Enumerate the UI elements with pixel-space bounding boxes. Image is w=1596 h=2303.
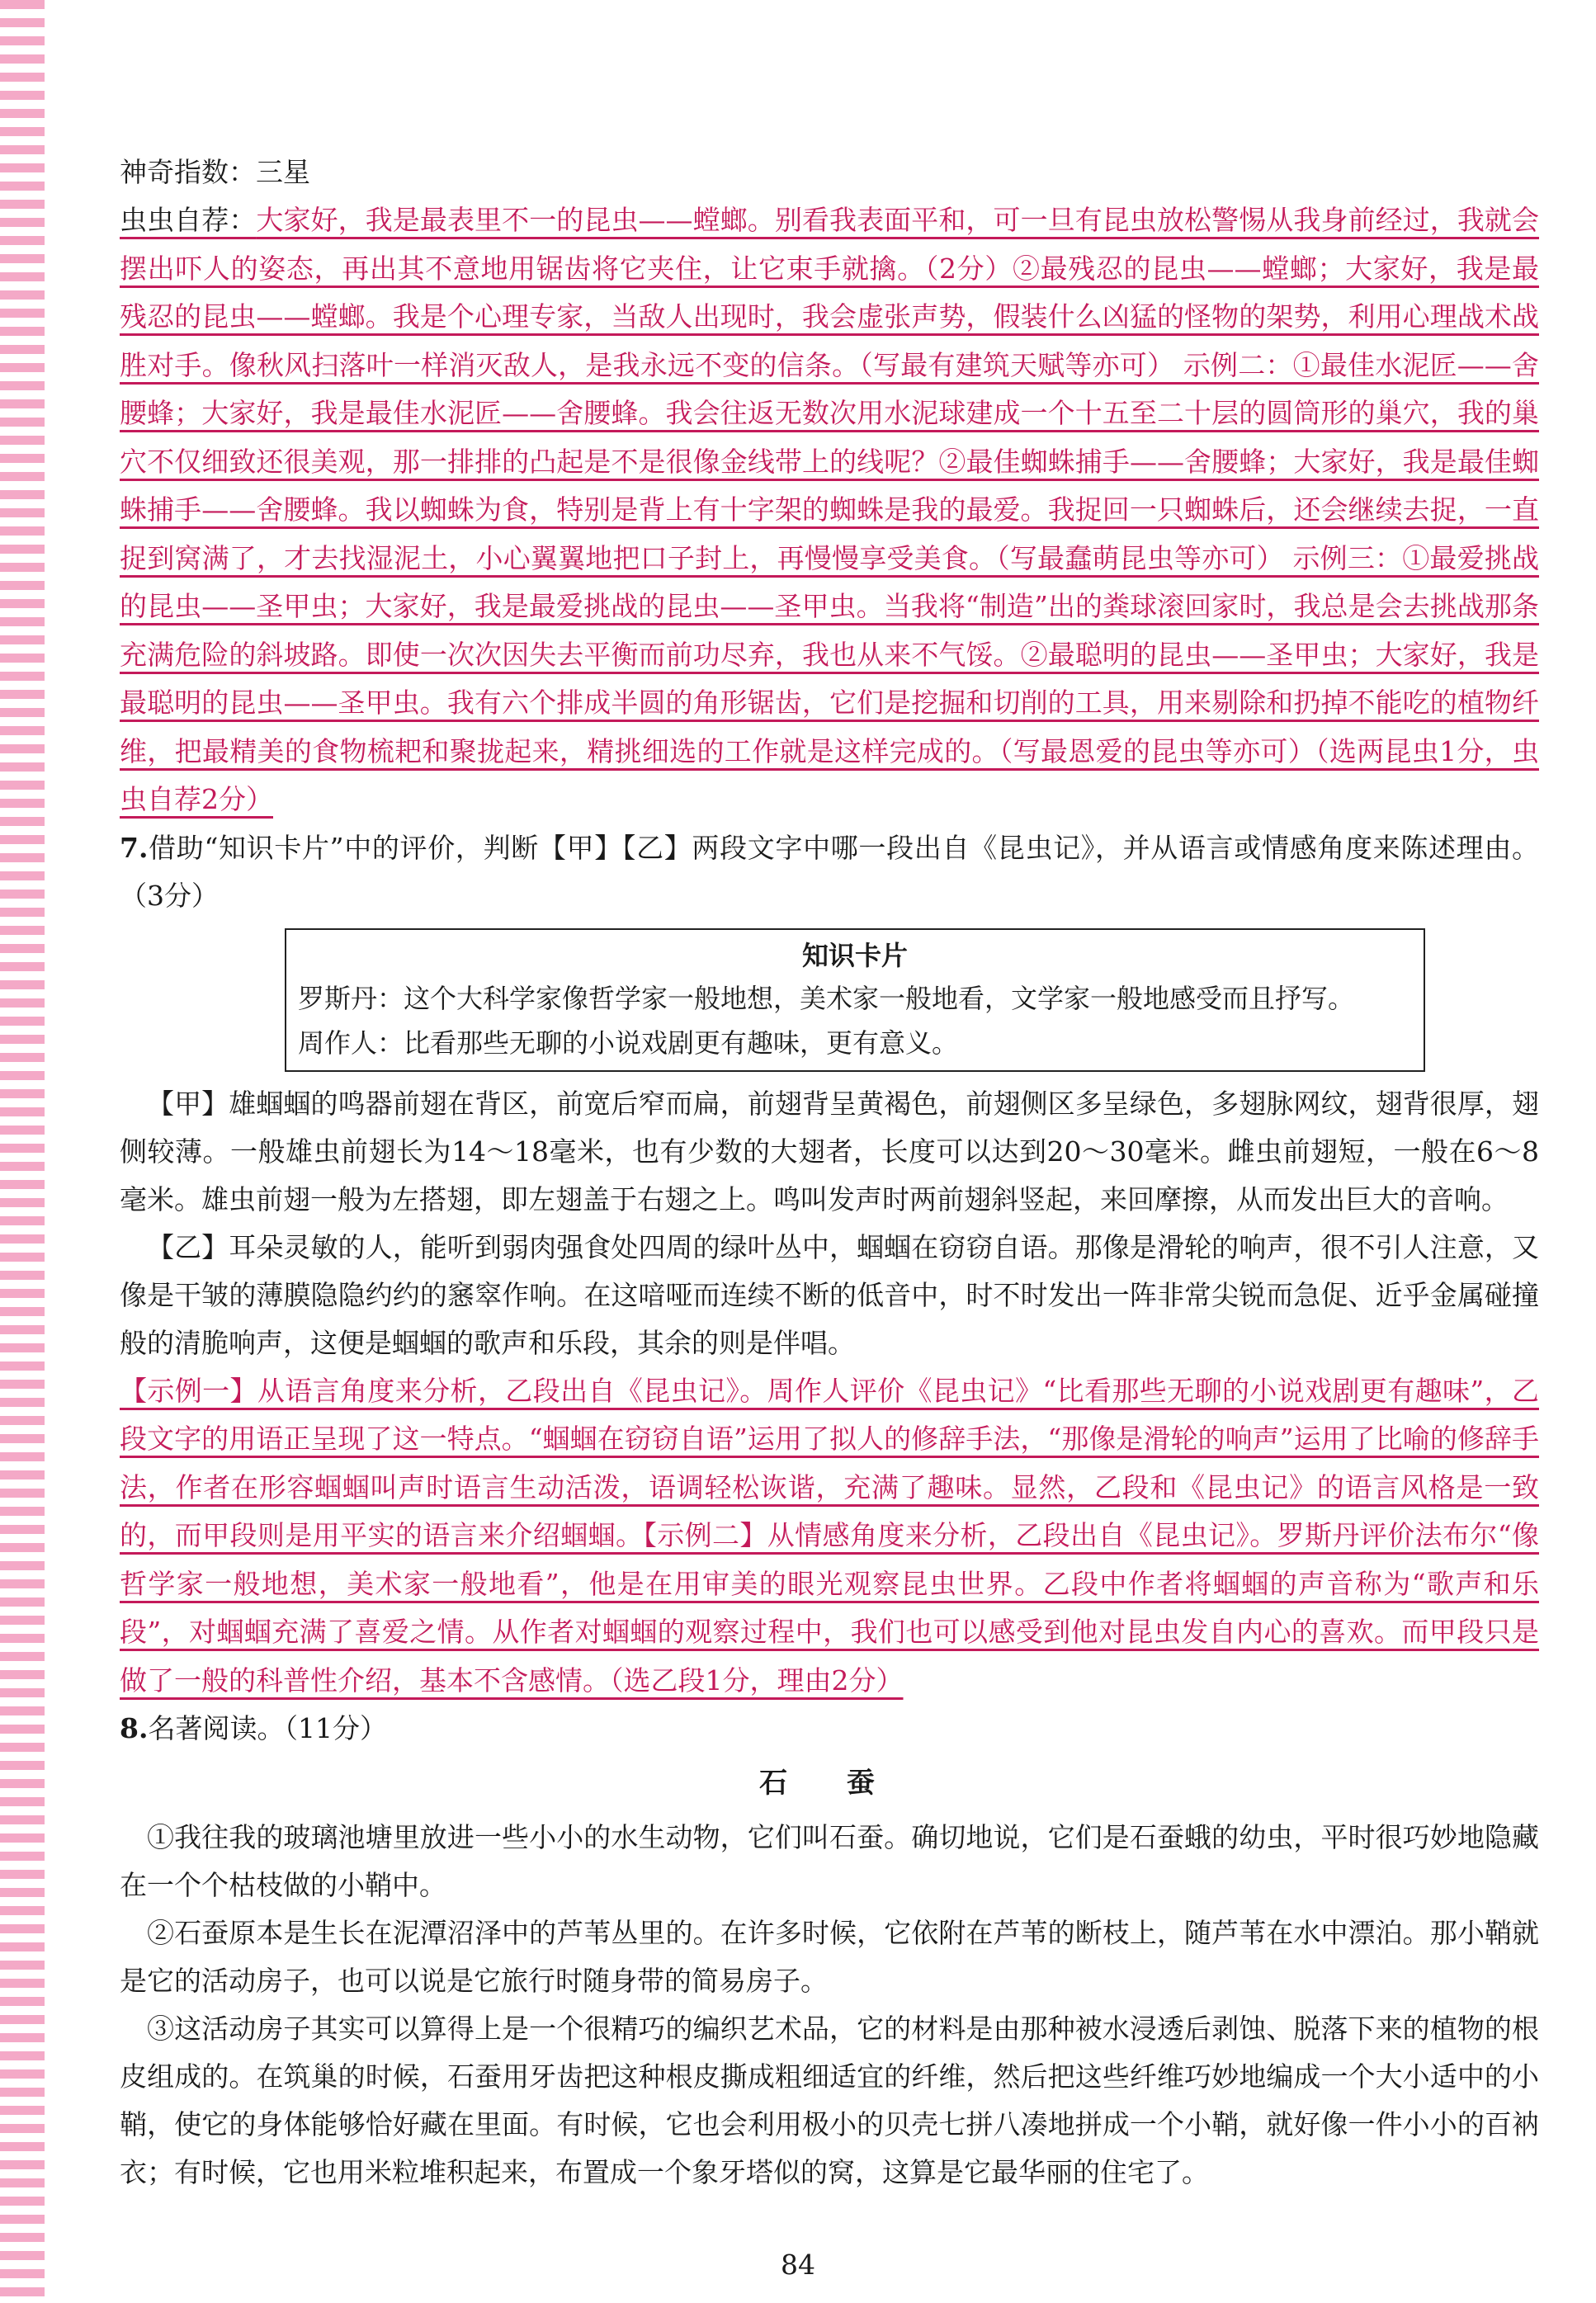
knowledge-card [285,928,1425,1072]
page-margin-strip [0,0,74,2303]
q6-answer-text: 大家好，我是最表里不一的昆虫——螳螂。别看我表面平和，可一旦有昆虫放松警惕从我身前经过，我就会摆出吓人的姿态，再出其不意地用锯齿将它夹住，让它束手就擒。（2分）②最残忍的昆虫——螳螂；大家好，我是最残忍的昆虫——螳螂。我是个心理专家，当敌人出现时，我会虚张声势，假装什么凶猛的怪物的架势，利用心理战术战胜对手。像秋风扫落叶一样消灭敌人，是我永远不变的信条。（写最有建筑天赋等亦可） 示例二：①最佳水泥匠——舍腰蜂；大家好，我是最佳水泥匠——舍腰蜂。我会往返无数次用水泥球建成一个十五至二十层的圆筒形的巢穴，我的巢穴不仅细致还很美观，那一排排的凸起是不是很像金线带上的线呢？②最佳蜘蛛捕手——舍腰蜂；大家好，我是最佳蜘蛛捕手——舍腰蜂。我以蜘蛛为食，特别是背上有十字架的蜘蛛是我的最爱。我捉回一只蜘蛛后，还会继续去捉，一直捉到窝满了，才去找湿泥土，小心翼翼地把口子封上，再慢慢享受美食。（写最蠢萌昆虫等亦可） 示例三：①最爱挑战的昆虫——圣甲虫；大家好，我是最爱挑战的昆虫——圣甲虫。当我将“制造”出的粪球滚回家时，我总是会去挑战那条充满危险的斜坡路。即使一次次因失去平衡而前功尽弃，我也从来不气馁。②最聪明的昆虫——圣甲虫；大家好，我是最聪明的昆虫——圣甲虫。我有六个排成半圆的角形锯齿，它们是挖掘和切削的工具，用来剔除和扔掉不能吃的植物纤维，把最精美的食物梳耙和聚拢起来，精挑细选的工作就是这样完成的。（写最恩爱的昆虫等亦可）（选两昆虫1分，虫虫自荐2分） [120,204,1540,815]
question-7 [120,824,1539,920]
q6-answer [120,196,1539,824]
knowledge-card-line-1: 罗斯丹：这个大科学家像哲学家一般地想，美术家一般地看，文学家一般地感受而且抒写。 [298,982,1355,1014]
q8-number: 8. [120,1712,149,1744]
passage-title: 石 蚕 [759,1767,900,1800]
magic-index-line: 神奇指数：三星 [120,156,310,188]
q7-number: 7. [120,831,149,864]
passage-yi: 【乙】耳朵灵敏的人，能听到弱肉强食处四周的绿叶丛中，蝈蝈在窃窃自语。那像是滑轮的响声，很不引人注意，又像是干皱的薄膜隐隐约约的窸窣作响。在这喑哑而连续不断的低音中，时不时发出一阵非常尖锐而急促、近乎金属碰撞般的清脆响声，这便是蝈蝈的歌声和乐段，其余的则是伴唱。 [120,1230,1539,1359]
passage-paragraph-2: ②石蚕原本是生长在泥潭沼泽中的芦苇丛里的。在许多时候，它依附在芦苇的断枝上，随芦苇在水中漂泊。那小鞘就是它的活动房子，也可以说是它旅行时随身带的简易房子。 [120,1917,1539,1997]
page-number: 84 [781,2249,815,2281]
q8-text: 名著阅读。（11分） [148,1712,387,1744]
question-8 [120,1705,1539,1753]
passage-paragraph-3: ③这活动房子其实可以算得上是一个很精巧的编织艺术品，它的材料是由那种被水浸透后剥蚀、脱落下来的植物的根皮组成的。在筑巢的时候，石蚕用牙齿把这种根皮撕成粗细适宜的纤维，然后把这些纤维巧妙地编成一个大小适中的小鞘，使它的身体能够恰好藏在里面。有时候，它也会利用极小的贝壳七拼八凑地拼成一个小鞘，就好像一件小小的百衲衣；有时候，它也用米粒堆积起来，布置成一个象牙塔似的窝，这算是它最华丽的住宅了。 [120,2013,1539,2188]
passage-jia: 【甲】雄蝈蝈的鸣器前翅在背区，前宽后窄而扁，前翅背呈黄褐色，前翅侧区多呈绿色，多翅脉网纹，翅背很厚，翅侧较薄。一般雄虫前翅长为14～18毫米，也有少数的大翅者，长度可以达到20～30毫米。雌虫前翅短，一般在6～8毫米。雄虫前翅一般为左搭翅，即左翅盖于右翅之上。鸣叫发声时两前翅斜竖起，来回摩擦，从而发出巨大的音响。 [120,1087,1539,1215]
q6-label: 虫虫自荐： [120,204,257,236]
knowledge-card-title: 知识卡片 [801,939,908,971]
q7-text: 借助“知识卡片”中的评价，判断【甲】【乙】两段文字中哪一段出自《昆虫记》，并从语言或情感角度来陈述理由。（3分） [120,831,1539,912]
q7-answer: 【示例一】从语言角度来分析，乙段出自《昆虫记》。周作人评价《昆虫记》“比看那些无聊的小说戏剧更有趣味”，乙段文字的用语正呈现了这一特点。“蝈蝈在窃窃自语”运用了拟人的修辞手法，“那像是滑轮的响声”运用了比喻的修辞手法，作者在形容蝈蝈叫声时语言生动活泼，语调轻松诙谐，充满了趣味。显然，乙段和《昆虫记》的语言风格是一致的，而甲段则是用平实的语言来介绍蝈蝈。【示例二】从情感角度来分析，乙段出自《昆虫记》。罗斯丹评价法布尔“像哲学家一般地想，美术家一般地看”，他是在用审美的眼光观察昆虫世界。乙段中作者将蝈蝈的声音称为“歌声和乐段”，对蝈蝈充满了喜爱之情。从作者对蝈蝈的观察过程中，我们也可以感受到他对昆虫发自内心的喜欢。而甲段只是做了一般的科普性介绍，基本不含感情。（选乙段1分，理由2分） [120,1374,1539,1697]
knowledge-card-line-2: 周作人：比看那些无聊的小说戏剧更有趣味，更有意义。 [298,1026,959,1059]
passage-paragraph-1: ①我往我的玻璃池塘里放进一些小小的水生动物，它们叫石蚕。确切地说，它们是石蚕蛾的幼虫，平时很巧妙地隐藏在一个个枯枝做的小鞘中。 [120,1821,1539,1901]
page-content [120,149,1539,2197]
